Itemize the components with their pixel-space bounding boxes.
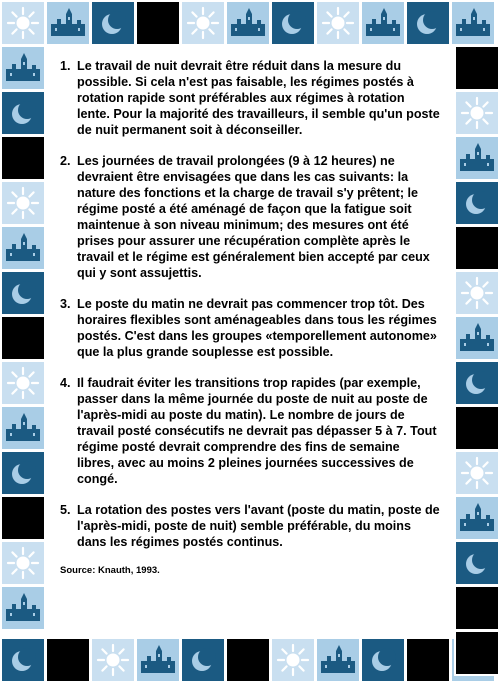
black-tile bbox=[0, 315, 46, 361]
list-item bbox=[60, 296, 440, 360]
city-icon bbox=[360, 0, 406, 46]
moon-icon bbox=[0, 450, 46, 496]
black-tile bbox=[0, 135, 46, 181]
sun-icon bbox=[454, 270, 500, 316]
moon-icon bbox=[360, 637, 406, 683]
black-tile bbox=[45, 637, 91, 683]
sun-icon bbox=[0, 180, 46, 226]
moon-icon bbox=[0, 637, 46, 683]
sun-icon bbox=[0, 360, 46, 406]
moon-icon bbox=[90, 0, 136, 46]
sun-icon bbox=[90, 637, 136, 683]
black-tile bbox=[454, 405, 500, 451]
sun-icon bbox=[454, 450, 500, 496]
sun-icon bbox=[270, 637, 316, 683]
item-text: Le travail de nuit devrait être réduit dans la mesure du possible. Si cela n'est pas faisable, les régimes postés à rotation rapide sont préférables aux régimes à rotation lente. Pour la majorité des travailleurs, il semble qu'un poste de nuit permanent soit à déconseiller. bbox=[77, 59, 440, 137]
moon-icon bbox=[454, 540, 500, 586]
moon-icon bbox=[0, 90, 46, 136]
recommendations-list bbox=[60, 58, 440, 550]
item-text: Le poste du matin ne devrait pas commencer trop tôt. Des horaires flexibles sont aménageables dans tous les régimes postés. C'est dans les groupes «temporellement autonome» que la plus grande souplesse est possible. bbox=[77, 297, 437, 359]
black-tile bbox=[454, 630, 500, 676]
sun-icon bbox=[180, 0, 226, 46]
item-number: 3. bbox=[60, 297, 71, 311]
city-icon bbox=[0, 405, 46, 451]
city-icon bbox=[135, 637, 181, 683]
sun-icon bbox=[454, 90, 500, 136]
moon-icon bbox=[405, 0, 451, 46]
city-icon bbox=[0, 225, 46, 271]
moon-icon bbox=[270, 0, 316, 46]
city-icon bbox=[45, 0, 91, 46]
moon-icon bbox=[180, 637, 226, 683]
city-icon bbox=[454, 135, 500, 181]
moon-icon bbox=[454, 180, 500, 226]
item-text: La rotation des postes vers l'avant (poste du matin, poste de l'après-midi, poste de nuit) semble préférable, du moins dans les régimes postés continus. bbox=[77, 503, 440, 549]
black-tile bbox=[454, 45, 500, 91]
city-icon bbox=[0, 585, 46, 631]
sun-icon bbox=[0, 0, 46, 46]
list-item bbox=[60, 153, 440, 281]
city-icon bbox=[225, 0, 271, 46]
item-number: 5. bbox=[60, 503, 71, 517]
city-icon bbox=[315, 637, 361, 683]
black-tile bbox=[0, 495, 46, 541]
city-icon bbox=[450, 0, 496, 46]
black-tile bbox=[135, 0, 181, 46]
city-icon bbox=[0, 45, 46, 91]
moon-icon bbox=[0, 270, 46, 316]
item-text: Les journées de travail prolongées (9 à 12 heures) ne devraient être envisagées que dans les cas suivants: la nature des fonctions et la charge de travail s'y prêtent; le régime posté a été aménagé de façon que la fatigue soit maintenue à son niveau minimum; des mesures ont été prises pour assurer une récupération complète après le travail et le régime est généralement bien accepté par ceux qui y sont assujettis. bbox=[77, 154, 430, 280]
item-number: 4. bbox=[60, 376, 71, 390]
document-panel bbox=[48, 48, 452, 628]
moon-icon bbox=[454, 360, 500, 406]
sun-icon bbox=[315, 0, 361, 46]
list-item bbox=[60, 58, 440, 138]
black-tile bbox=[454, 585, 500, 631]
item-text: Il faudrait éviter les transitions trop rapides (par exemple, passer dans la même journée du poste de nuit au poste de l'après-midi au poste du matin). Le nombre de jours de travail posté consécutifs ne devrait pas dépasser 5 à 7. Tout régime posté devrait comprendre des fins de semaine libres, avec au moins 2 pleines journées successives de congé. bbox=[77, 376, 437, 486]
black-tile bbox=[454, 225, 500, 271]
item-number: 2. bbox=[60, 154, 71, 168]
city-icon bbox=[454, 495, 500, 541]
sun-icon bbox=[0, 540, 46, 586]
source-citation: Source: Knauth, 1993. bbox=[60, 565, 160, 576]
item-number: 1. bbox=[60, 59, 71, 73]
city-icon bbox=[454, 315, 500, 361]
black-tile bbox=[225, 637, 271, 683]
list-item bbox=[60, 375, 440, 487]
black-tile bbox=[405, 637, 451, 683]
list-item bbox=[60, 502, 440, 550]
